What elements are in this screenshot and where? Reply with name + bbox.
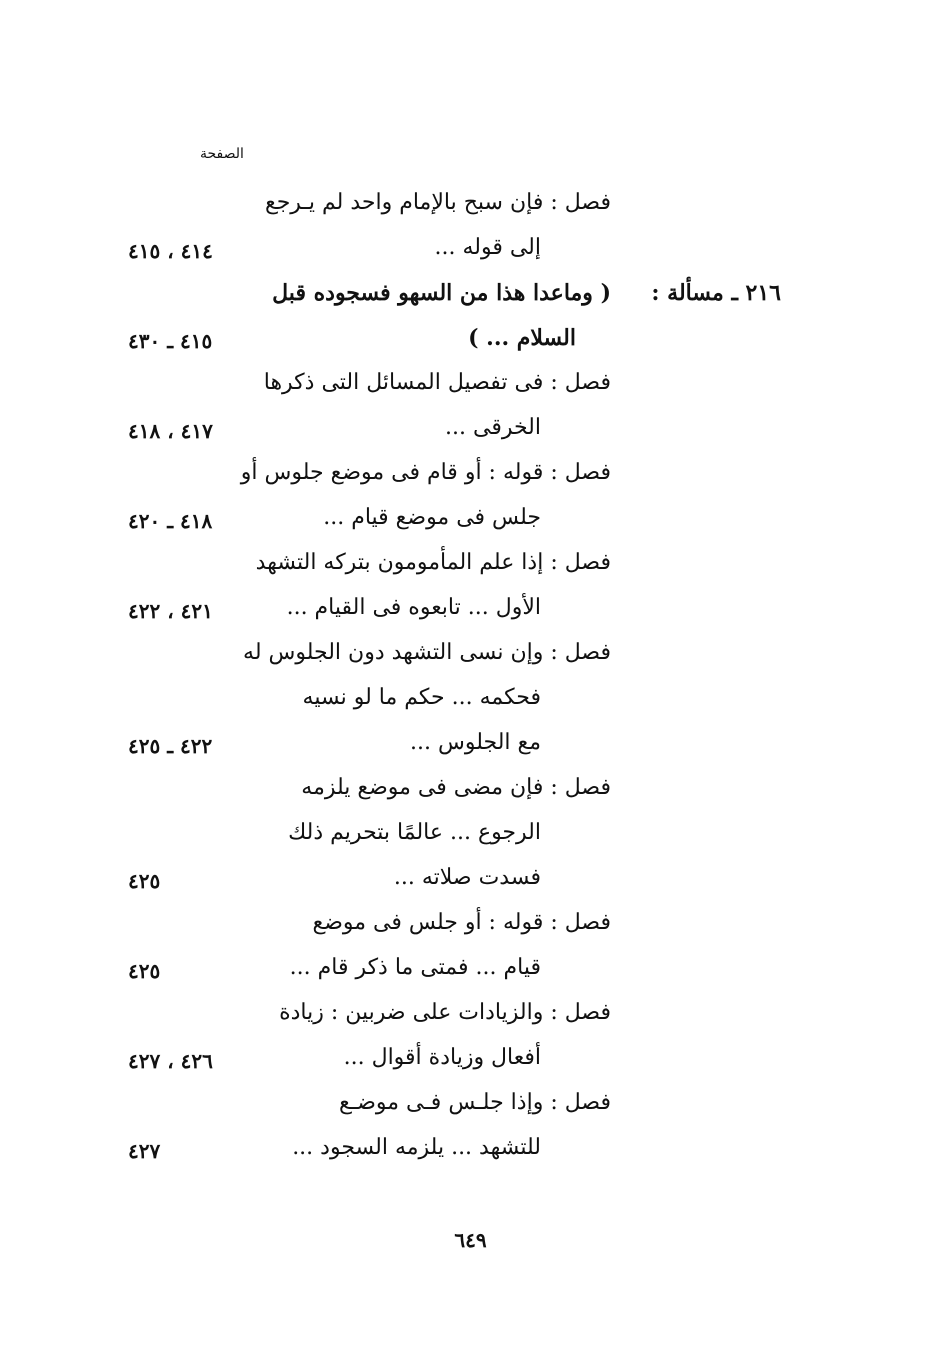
index-entry-line: [0, 460, 941, 504]
entry-text: الأول ... تابعوه فى القيام ...: [286, 595, 541, 620]
page-reference: ٤١٨ ـ ٤٢٠: [128, 509, 213, 533]
entry-text: فسدت صلاته ...: [393, 865, 541, 890]
issue-heading-line: [0, 280, 941, 324]
index-entry-line: [0, 775, 941, 819]
page-reference: ٤١٥ ـ ٤٣٠: [128, 329, 213, 353]
index-entry-line: [0, 415, 941, 459]
entry-text: مع الجلوس ...: [410, 730, 541, 755]
entry-text: فصل : قوله : أو قام فى موضع جلوس أو: [240, 460, 611, 485]
entry-text: فصل : وإن نسى التشهد دون الجلوس له: [243, 640, 611, 665]
page-reference: ٤٢٥: [128, 959, 161, 983]
entry-text: جلس فى موضع قيام ...: [323, 505, 541, 530]
entry-text: فصل : والزيادات على ضربين : زيادة: [279, 1000, 611, 1025]
entry-text: فصل : وإذا جلـس فـى موضـع: [339, 1090, 611, 1115]
page-reference: ٤٢١ ، ٤٢٢: [128, 599, 213, 623]
entry-text: إلى قوله ...: [434, 235, 541, 260]
entry-text: للتشهد ... يلزمه السجود ...: [292, 1135, 541, 1160]
entry-text: أفعال وزيادة أقوال ...: [343, 1045, 541, 1070]
index-entry-line: [0, 955, 941, 999]
index-entry-line: [0, 370, 941, 414]
index-entry-line: [0, 685, 941, 729]
index-entry-line: [0, 595, 941, 639]
index-entry-line: [0, 1135, 941, 1179]
index-entry-line: [0, 730, 941, 774]
entry-text: قيام ... فمتى ما ذكر قام ...: [289, 955, 541, 980]
entry-text: فصل : إذا علم المأمومون بتركه التشهد: [255, 550, 611, 575]
entry-text: فصل : فإن مضى فى موضع يلزمه: [301, 775, 611, 800]
index-entry-line: [0, 505, 941, 549]
issue-heading-continuation: [0, 325, 941, 369]
index-entry-line: [0, 550, 941, 594]
index-entry-line: [0, 910, 941, 954]
entry-text: فصل : فإن سبح بالإمام واحد لم يـرجع: [265, 190, 611, 215]
entry-text: فحكمه ... حكم ما لو نسيه: [302, 685, 541, 710]
index-entry-line: [0, 820, 941, 864]
entry-text: الرجوع ... عالمًا بتحريم ذلك: [288, 820, 541, 845]
page-number: ٦٤٩: [454, 1228, 487, 1252]
issue-title-cont: السلام ... ): [468, 325, 576, 351]
entry-text: الخرقى ...: [445, 415, 541, 440]
index-entry-line: [0, 1090, 941, 1134]
issue-title: ( وماعدا هذا من السهو فسجوده قبل: [272, 280, 611, 306]
entry-text: فصل : فى تفصيل المسائل التى ذكرها: [263, 370, 611, 395]
page-reference: ٤١٧ ، ٤١٨: [128, 419, 213, 443]
page-reference: ٤٢٥: [128, 869, 161, 893]
entry-text: فصل : قوله : أو جلس فى موضع: [312, 910, 611, 935]
page-reference: ٤٢٢ ـ ٤٢٥: [128, 734, 213, 758]
issue-number: ٢١٦ ـ مسألة :: [651, 280, 781, 306]
index-entry-line: [0, 865, 941, 909]
page-column-header: الصفحة: [200, 146, 244, 162]
index-entry-line: [0, 1000, 941, 1044]
index-entry-line: [0, 1045, 941, 1089]
index-entry-line: [0, 235, 941, 279]
index-entry-line: [0, 190, 941, 234]
index-entry-line: [0, 640, 941, 684]
page-reference: ٤٢٧: [128, 1139, 161, 1163]
page-reference: ٤١٤ ، ٤١٥: [128, 239, 213, 263]
page-reference: ٤٢٦ ، ٤٢٧: [128, 1049, 213, 1073]
